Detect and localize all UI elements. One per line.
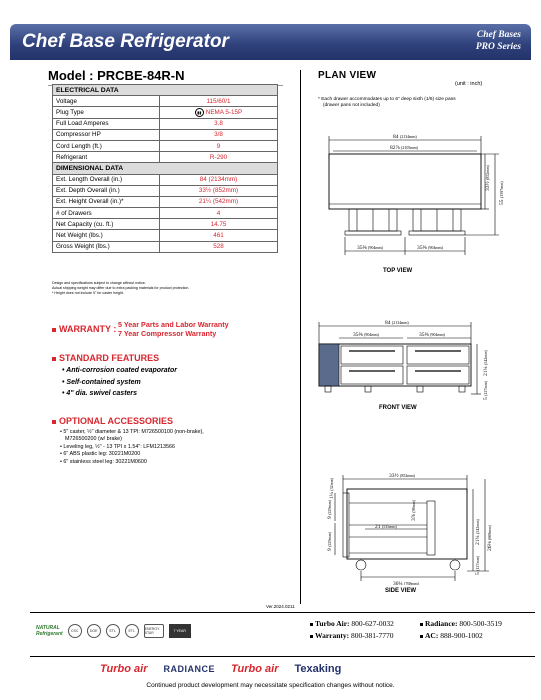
dimension-mm: (669mm) — [487, 525, 492, 540]
dimension-mm: (229mm) — [327, 531, 332, 547]
spec-value: 4 — [160, 208, 278, 219]
dimension-mm: (904mm) — [430, 332, 445, 337]
dimension-mm: (542mm) — [483, 350, 488, 365]
dimension-mm: (904mm) — [368, 245, 383, 250]
spec-table — [52, 84, 278, 253]
spec-value: 3.8 — [160, 118, 278, 129]
model-number: Model : PRCBE-84R-N — [48, 68, 283, 86]
dimension-label: 9 — [327, 516, 333, 519]
list-item: • Anti-corrosion coated evaporator — [62, 367, 177, 374]
dimension-label: 33½ — [485, 181, 491, 191]
svg-text:35⅝ (904mm) — [353, 332, 380, 338]
dimension-mm: (127mm) — [475, 555, 480, 571]
dimension-label: 35⅝ — [353, 332, 363, 338]
footer-disclaimer: Continued product development may necessitate specification changes without notice. — [146, 682, 395, 689]
table-row — [53, 152, 278, 163]
accessories-title: OPTIONAL ACCESSORIES — [59, 416, 174, 426]
dimension-label: 3⅞ — [411, 514, 417, 521]
svg-text:35⅝ (904mm) — [357, 245, 384, 251]
dimension-mm: (768mm) — [404, 581, 419, 585]
spec-label: Net Capacity (cu. ft.) — [53, 219, 160, 230]
list-item: • 6" ABS plastic leg: 30221M0200 — [60, 451, 141, 458]
spec-value: 461 — [160, 230, 278, 241]
natural-line-1: NATURAL — [36, 625, 60, 631]
csc-badge-icon: CSC — [68, 624, 82, 638]
warranty-line-2: 7 Year Compressor Warranty — [118, 329, 217, 338]
bullet-square-icon — [52, 328, 56, 332]
contact-label: AC: — [425, 631, 439, 640]
svg-text:26⅜ (669mm) — [487, 524, 493, 551]
contact-warranty — [310, 630, 420, 642]
spec-label: Ext. Length Overall (in.) — [53, 174, 160, 185]
spec-label: Cord Length (ft.) — [53, 140, 160, 151]
svg-text:55 (1397mm) — [499, 181, 505, 205]
dimension-mm: (127mm) — [483, 380, 488, 396]
series-label — [476, 29, 521, 53]
svg-text:33½ (852mm) — [389, 472, 416, 479]
svg-text:1¼ (32mm) — [329, 477, 335, 499]
svg-text:21¼ (542mm) — [475, 518, 481, 545]
svg-text:35⅝ (904mm) — [419, 332, 446, 338]
dimension-mm: (229mm) — [327, 499, 332, 515]
dimension-label: 9 — [327, 548, 333, 551]
dimension-label: 26⅜ — [487, 541, 493, 551]
svg-text:84 (2134mm) — [393, 134, 417, 140]
plan-unit: (unit : inch) — [455, 81, 483, 87]
spec-label: Refrigerant — [53, 152, 160, 163]
bullet-square-icon — [310, 635, 313, 638]
series-line-2: PRO Series — [475, 42, 521, 52]
plug-icon: ▮▮ — [195, 108, 204, 117]
list-item: • Leveling leg, ½" - 13 TPI x 1.54": LFM1213566 — [60, 443, 175, 450]
dimension-label: 5 — [475, 572, 481, 575]
svg-text:21¼ (542mm) — [483, 349, 489, 376]
spec-value: 9 — [160, 140, 278, 151]
dimension-label: 82⅞ — [390, 145, 400, 151]
bullet-square-icon — [52, 357, 56, 361]
energy-star-badge-icon: ENERGY STAR — [144, 624, 164, 638]
version-label: Ver.2024.0211 — [266, 604, 295, 609]
natural-line-2: Refrigerant — [36, 631, 63, 637]
svg-text:35⅝ (904mm) — [417, 245, 444, 251]
electrical-heading: ELECTRICAL DATA — [53, 85, 278, 96]
bullet-square-icon — [52, 420, 56, 424]
spec-notes — [52, 281, 189, 296]
dimension-mm: (542mm) — [475, 519, 480, 534]
svg-text:84 (2134mm) — [385, 320, 409, 326]
note-3: * Height does not include 5" for caster height. — [52, 291, 124, 295]
dimension-mm: (904mm) — [428, 245, 443, 250]
table-row — [53, 174, 278, 185]
warranty-badge-icon: 7 YEAR — [169, 624, 191, 638]
title-banner — [10, 24, 531, 60]
spec-value: 33½ (852mm) — [160, 185, 278, 196]
svg-text:5 (127mm) — [475, 555, 481, 575]
bullet-square-icon — [420, 623, 423, 626]
accessories-list — [60, 429, 204, 466]
bullet-square-icon — [420, 635, 423, 638]
front-view-drawing — [305, 314, 535, 404]
contact-block — [310, 618, 530, 642]
contact-label: Turbo Air: — [315, 619, 350, 628]
page-title: Chef Base Refrigerator — [22, 31, 229, 52]
dimension-label: 35⅝ — [417, 245, 427, 251]
dimension-label: 5 — [483, 397, 489, 400]
dimension-label: 1¼ — [329, 492, 335, 499]
dimension-mm: (2134mm) — [399, 134, 417, 139]
spec-value: 115/60/1 — [160, 96, 278, 107]
dimension-mm: (32mm) — [329, 477, 334, 491]
table-row — [53, 129, 278, 140]
spec-label: Ext. Height Overall (in.)* — [53, 196, 160, 207]
table-row — [53, 185, 278, 196]
features-list — [62, 365, 177, 400]
spec-value: 3/8 — [160, 129, 278, 140]
features-heading — [52, 353, 159, 363]
spec-label: Voltage — [53, 96, 160, 107]
contact-label: Radiance: — [425, 619, 458, 628]
table-row — [53, 96, 278, 107]
spec-label: Plug Type — [53, 107, 160, 118]
table-row — [53, 196, 278, 207]
list-item: M726500200 (w/ brake) — [65, 436, 122, 443]
spec-value: 21¼ (542mm) — [160, 196, 278, 207]
dimension-label: 21 — [375, 524, 381, 530]
table-row — [53, 219, 278, 230]
contact-ac — [420, 630, 530, 642]
dimension-label: 30¼ — [393, 581, 403, 585]
spec-label: Gross Weight (lbs.) — [53, 241, 160, 252]
spec-label: Net Weight (lbs.) — [53, 230, 160, 241]
dimension-mm: (2105mm) — [401, 145, 418, 150]
dimension-mm: (852mm) — [400, 473, 415, 478]
natural-refrigerant-badge — [36, 625, 63, 637]
contact-phone: 800-500-3519 — [459, 619, 502, 628]
spec-value: 84 (2134mm) — [160, 174, 278, 185]
radiance-logo: RADIANCE — [163, 664, 215, 674]
brand-divider — [30, 656, 535, 657]
dimension-mm: (98mm) — [411, 499, 416, 513]
note-1: Design and specifications subject to change without notice. — [52, 281, 146, 285]
spec-label: Full Load Amperes — [53, 118, 160, 129]
footer-divider — [300, 612, 535, 613]
svg-text:9 (229mm) — [327, 499, 333, 519]
table-row — [53, 230, 278, 241]
dimension-mm: (852mm) — [485, 165, 490, 180]
list-item: • 4" dia. swivel casters — [62, 390, 138, 397]
svg-text:82⅞ (2105mm) — [390, 145, 419, 151]
dimension-mm: (535mm) — [381, 524, 397, 529]
svg-text:30¼ (768mm) — [393, 581, 420, 585]
contact-label: Warranty: — [315, 631, 350, 640]
svg-text:9 (229mm) — [327, 531, 333, 551]
side-view-label: SIDE VIEW — [385, 588, 417, 594]
side-view-drawing — [305, 465, 535, 585]
front-view-label: FRONT VIEW — [379, 405, 417, 411]
contact-radiance — [420, 618, 530, 630]
dimension-label: 35⅝ — [357, 245, 367, 251]
contact-phone: 888-900-1002 — [440, 631, 483, 640]
dimension-mm: (2134mm) — [391, 320, 409, 325]
top-view-drawing — [305, 125, 535, 265]
turbo-air-logo: Turbo air — [231, 663, 279, 675]
dimension-label: 33½ — [389, 473, 399, 479]
svg-text:33½ (852mm) — [484, 164, 491, 191]
texaking-logo: Texaking — [294, 663, 342, 675]
warranty-label: WARRANTY : — [59, 324, 117, 334]
list-item: • Self-contained system — [62, 378, 141, 386]
dimension-label: 55 — [499, 199, 505, 205]
table-row — [53, 140, 278, 151]
contact-phone: 800-381-7770 — [351, 631, 394, 640]
table-row — [53, 208, 278, 219]
dimension-label: 21¼ — [483, 366, 489, 376]
spec-value: R-290 — [160, 152, 278, 163]
spec-label: Ext. Depth Overall (in.) — [53, 185, 160, 196]
warranty-heading — [52, 324, 116, 334]
bullet-square-icon — [310, 623, 313, 626]
dimension-mm: (1397mm) — [499, 181, 504, 199]
contact-row — [310, 618, 530, 630]
table-row — [53, 241, 278, 252]
note-2: Actual shipping weight may differ due to extra packing materials for product protection. — [52, 286, 190, 290]
plug-value: NEMA 5-15P — [205, 108, 243, 116]
dimension-mm: (904mm) — [364, 332, 379, 337]
spec-value: 528 — [160, 241, 278, 252]
doe-badge-icon: DOE — [87, 624, 101, 638]
brand-logos — [100, 663, 341, 675]
plan-note-1: * Each drawer accommodates up to 6" deep sixth (1/6) size pans — [318, 97, 456, 102]
turbo-air-logo: Turbo air — [100, 663, 148, 675]
svg-text:3⅞ (98mm) — [411, 499, 417, 521]
plan-note — [318, 97, 518, 109]
dimensional-heading: DIMENSIONAL DATA — [53, 163, 278, 174]
column-divider — [300, 70, 301, 604]
table-row — [53, 107, 278, 118]
top-view-label: TOP VIEW — [383, 268, 413, 274]
certification-logos — [36, 624, 191, 638]
svg-text:5 (127mm) — [483, 380, 489, 400]
dimension-label: 35⅝ — [419, 332, 429, 338]
etl-sanitation-badge-icon: ETL — [125, 624, 139, 638]
plan-view-title: PLAN VIEW — [318, 70, 377, 81]
etl-badge-icon: ETL — [106, 624, 120, 638]
contact-row — [310, 630, 530, 642]
contact-turbo-air — [310, 618, 420, 630]
accessories-heading — [52, 416, 173, 426]
dimension-label: 84 — [393, 134, 399, 140]
spec-label: # of Drawers — [53, 208, 160, 219]
plan-note-2: (drawer pans not included) — [323, 103, 380, 109]
spec-label: Compressor HP — [53, 129, 160, 140]
dimension-label: 21¼ — [475, 535, 481, 545]
contact-phone: 800-627-0032 — [351, 619, 394, 628]
series-line-1: Chef Bases — [476, 30, 521, 40]
table-row — [53, 118, 278, 129]
list-item: • 6" stainless steel leg: 30221M0600 — [60, 458, 147, 465]
spec-value — [160, 107, 278, 118]
footer-divider — [30, 612, 300, 613]
features-title: STANDARD FEATURES — [59, 353, 160, 363]
warranty-text — [118, 320, 229, 338]
spec-value: 14.75 — [160, 219, 278, 230]
dimension-label: 84 — [385, 320, 391, 326]
list-item: • 5" caster, ½" diameter & 13 TPI: M726500100 (non-brake), — [60, 429, 204, 435]
warranty-line-1: 5 Year Parts and Labor Warranty — [118, 320, 229, 329]
